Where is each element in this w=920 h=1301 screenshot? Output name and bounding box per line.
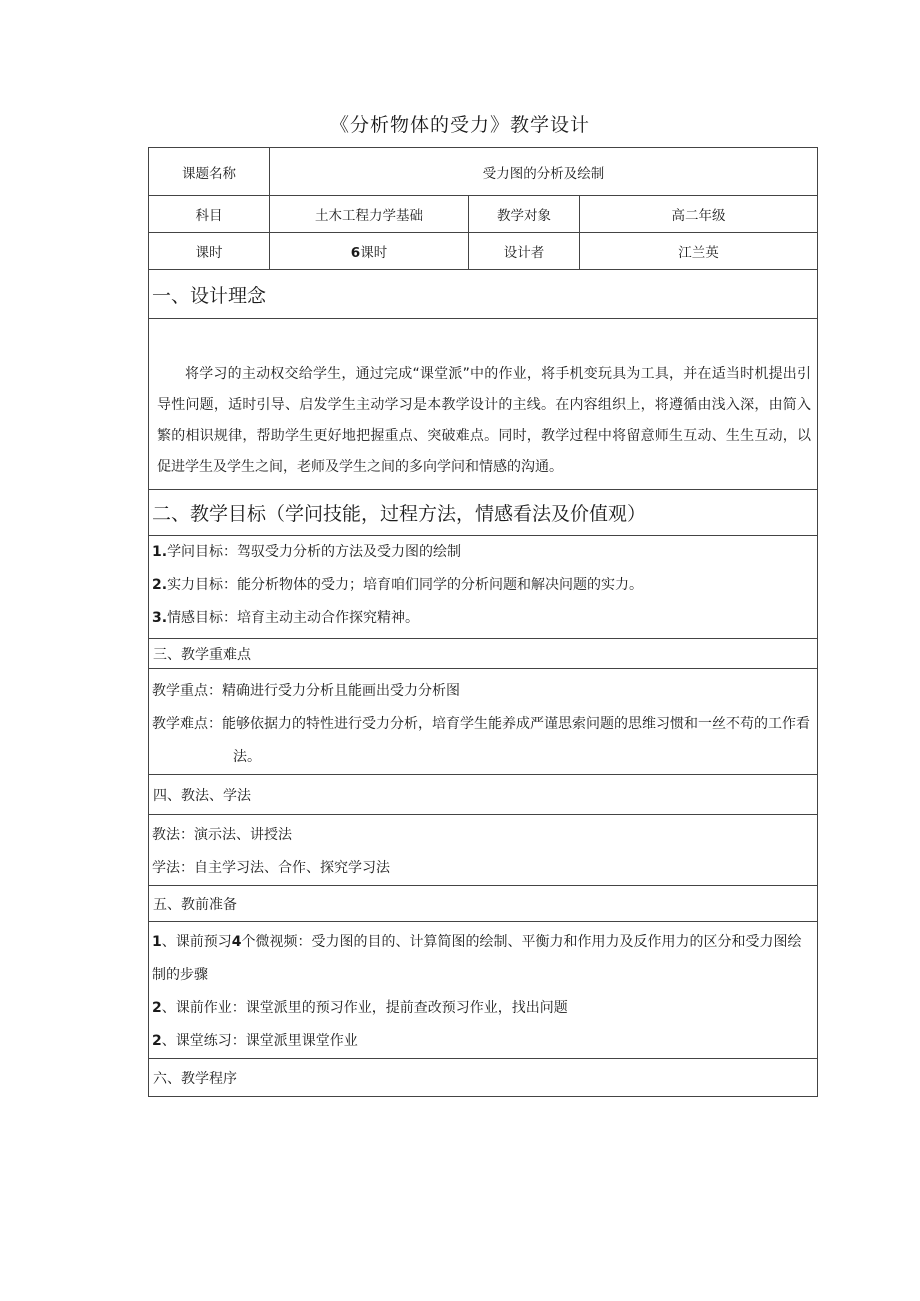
key-point-text: 教学重点：精确进行受力分析且能画出受力分析图 [152,683,460,699]
objective-item: 3.情感目标：培育主动主动合作探究精神。 [152,610,420,626]
preparation-item: 1、课前预习4个微视频：受力图的目的、计算简图的绘制、平衡力和作用力及反作用力的区分和受力图绘制的步骤 [152,934,802,983]
preparation-list [149,922,818,1059]
difficulty-text: 教学难点：能够依据力的特性进行受力分析，培育学生能养成严谨思索问题的思维习惯和一丝不苟的工作看法。 [152,716,810,765]
topic-value: 受力图的分析及绘制 [270,148,818,196]
section-1-heading: 一、设计理念 [149,270,818,319]
topic-label: 课题名称 [149,148,270,196]
objective-item: 1.学问目标：驾驭受力分析的方法及受力图的绘制 [152,544,462,560]
row-topic [149,148,818,196]
section-5-body-row [149,922,818,1059]
section-6-header-row [149,1059,818,1097]
row-subject [149,196,818,233]
hours-value [270,233,469,270]
teaching-method: 教法：演示法、讲授法 [152,827,292,843]
preparation-item: 2、课堂练习：课堂派里课堂作业 [152,1033,358,1049]
designer-value: 江兰英 [580,233,818,270]
row-hours [149,233,818,270]
section-3-header-row [149,639,818,669]
key-points-cell [149,669,818,775]
document-title: 《分析物体的受力》教学设计 [329,114,590,136]
subject-label: 科目 [149,196,270,233]
audience-label: 教学对象 [469,196,580,233]
section-4-header-row [149,775,818,815]
section-2-body-row [149,536,818,639]
section-3-heading: 三、教学重难点 [149,639,818,669]
preparation-item: 2、课前作业：课堂派里的预习作业，提前查改预习作业，找出问题 [152,1000,568,1016]
section-2-header-row [149,490,818,536]
section-6-heading: 六、教学程序 [149,1059,818,1097]
hours-number: 6 [350,245,361,261]
methods-cell [149,815,818,886]
section-4-body-row [149,815,818,886]
objectives-list [149,536,818,639]
section-5-header-row [149,886,818,922]
hours-unit: 课时 [360,245,388,261]
objective-item: 2.实力目标：能分析物体的受力；培育咱们同学的分析问题和解决问题的实力。 [152,577,644,593]
hours-label: 课时 [149,233,270,270]
section-3-body-row [149,669,818,775]
subject-value: 土木工程力学基础 [270,196,469,233]
lesson-plan-table [148,147,818,1097]
audience-value: 高二年级 [580,196,818,233]
section-1-body-row [149,319,818,490]
section-4-heading: 四、教法、学法 [149,775,818,815]
learning-method: 学法：自主学习法、合作、探究学习法 [152,860,390,876]
section-2-heading: 二、教学目标（学问技能，过程方法，情感看法及价值观） [149,490,818,536]
designer-label: 设计者 [469,233,580,270]
section-1-header-row [149,270,818,319]
section-5-heading: 五、教前准备 [149,886,818,922]
design-concept-paragraph: 将学习的主动权交给学生，通过完成“课堂派”中的作业，将手机变玩具为工具，并在适当时机提出引导性问题，适时引导、启发学生主动学习是本教学设计的主线。在内容组织上，将遵循由浅入深，由简入繁的相识规律，帮助学生更好地把握重点、突破难点。同时，教学过程中将留意师生互动、生生互动，以促进学生及学生之间，老师及学生之间的多向学问和情感的沟通。 [149,319,818,490]
